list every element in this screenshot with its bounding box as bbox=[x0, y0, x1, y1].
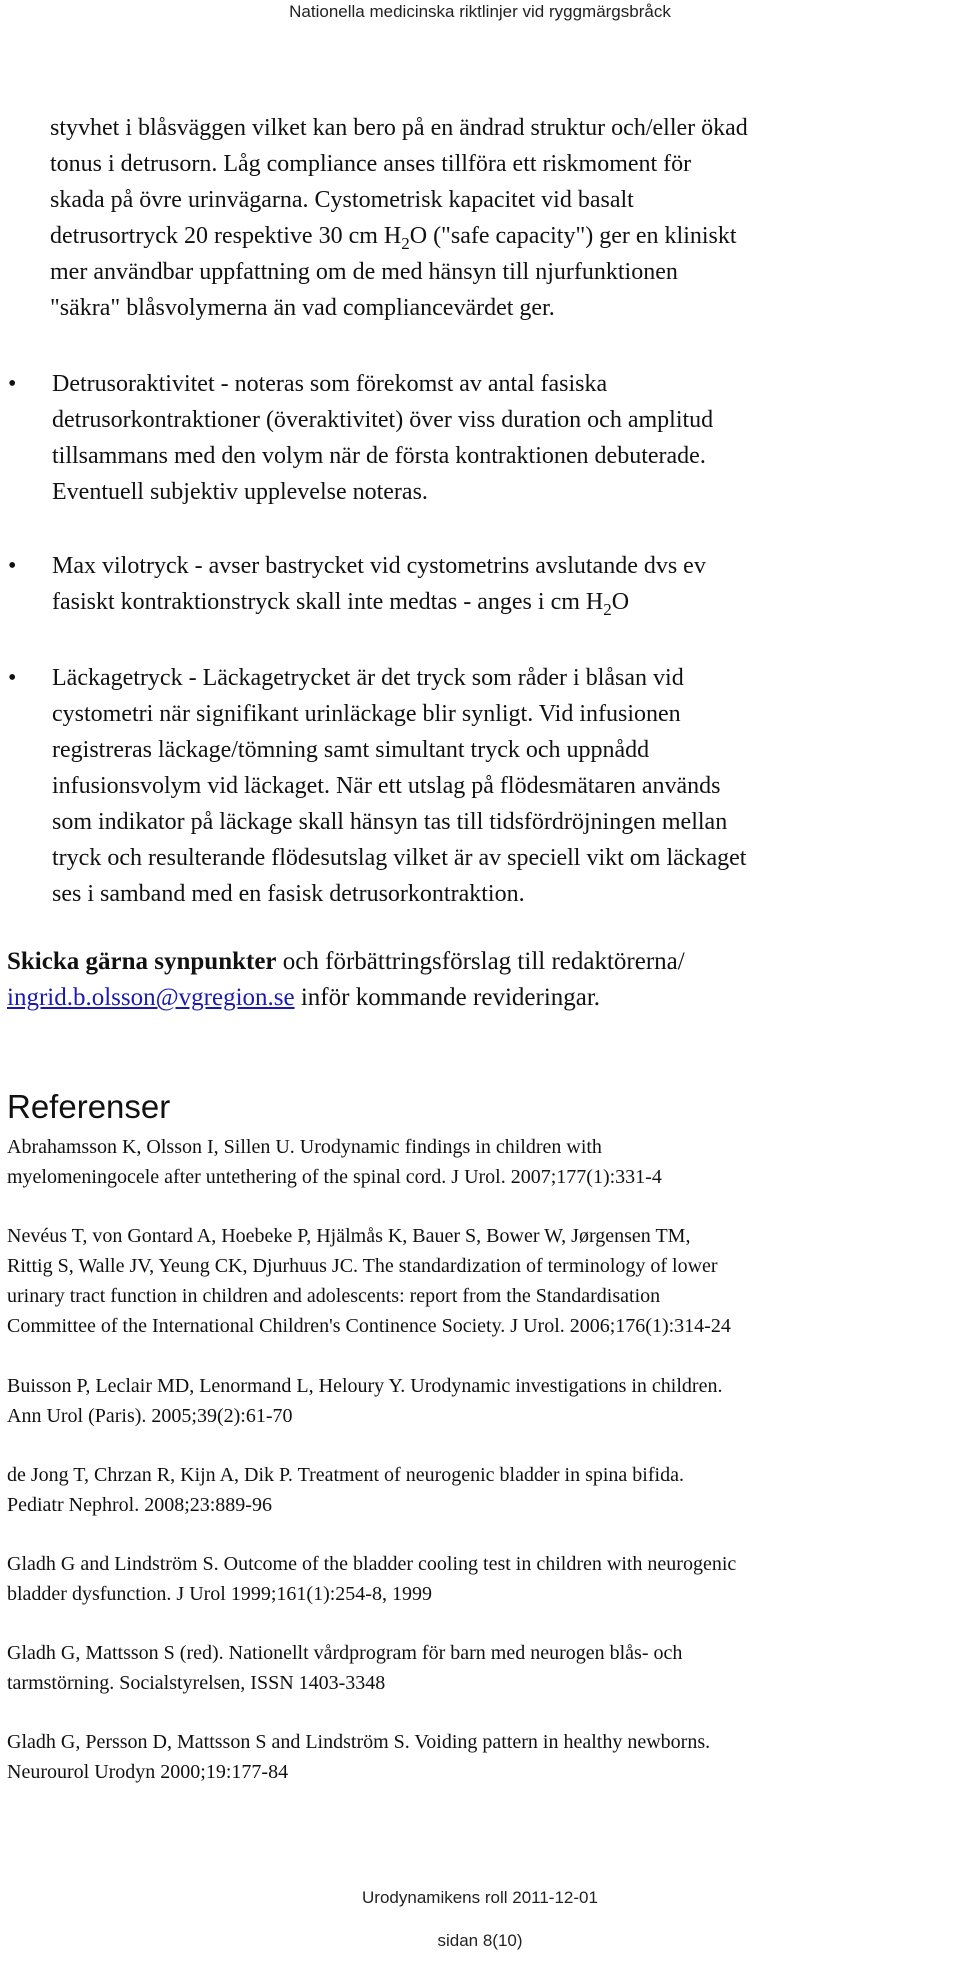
text-line: registreras läckage/tömning samt simultant tryck och uppnådd bbox=[52, 737, 650, 763]
text-line: Pediatr Nephrol. 2008;23:889-96 bbox=[7, 1494, 272, 1516]
reference-item bbox=[7, 1549, 952, 1609]
text-line: Ann Urol (Paris). 2005;39(2):61-70 bbox=[7, 1405, 293, 1427]
bullet-text bbox=[52, 366, 952, 510]
reference-item bbox=[7, 1638, 952, 1698]
text-line: mer användbar uppfattning om de med hänsyn till njurfunktionen bbox=[50, 259, 678, 285]
text-line: de Jong T, Chrzan R, Kijn A, Dik P. Treatment of neurogenic bladder in spina bifida. bbox=[7, 1464, 684, 1486]
text-fragment: fasiskt kontraktionstryck skall inte medtas - anges i cm H bbox=[52, 589, 604, 615]
email-link[interactable]: ingrid.b.olsson@vgregion.se bbox=[7, 984, 295, 1011]
text-line: Committee of the International Children's Continence Society. J Urol. 2006;176(1):314-24 bbox=[7, 1315, 731, 1337]
running-header: Nationella medicinska riktlinjer vid ryggmärgsbråck bbox=[289, 2, 671, 21]
text-line: skada på övre urinvägarna. Cystometrisk kapacitet vid basalt bbox=[50, 187, 634, 213]
intro-paragraph bbox=[50, 110, 950, 326]
text-line: "säkra" blåsvolymerna än vad compliancevärdet ger. bbox=[50, 295, 555, 321]
text-fragment: O ("safe capacity") ger en kliniskt bbox=[409, 223, 737, 249]
footer-document-title: Urodynamikens roll 2011-12-01 bbox=[362, 1888, 598, 1907]
text-line: Buisson P, Leclair MD, Lenormand L, Heloury Y. Urodynamic investigations in children. bbox=[7, 1375, 723, 1397]
text-line: som indikator på läckage skall hänsyn tas till tidsfördröjningen mellan bbox=[52, 809, 728, 835]
text-line: Max vilotryck - avser bastrycket vid cystometrins avslutande dvs ev bbox=[52, 553, 706, 579]
feedback-callout bbox=[7, 944, 952, 1016]
text-fragment: detrusortryck 20 respektive 30 cm H bbox=[50, 223, 402, 249]
text-line: urinary tract function in children and adolescents: report from the Standardisation bbox=[7, 1285, 661, 1307]
text-line bbox=[7, 980, 952, 1016]
text-line: Abrahamsson K, Olsson I, Sillen U. Urodynamic findings in children with bbox=[7, 1136, 602, 1158]
text-line bbox=[7, 944, 952, 980]
text-line: bladder dysfunction. J Urol 1999;161(1):254-8, 1999 bbox=[7, 1583, 432, 1605]
text-line: Rittig S, Walle JV, Yeung CK, Djurhuus JC. The standardization of terminology of lower bbox=[7, 1255, 718, 1277]
bullet-text bbox=[52, 548, 952, 620]
text-line: tillsammans med den volym när de första kontraktionen debuterade. bbox=[52, 443, 706, 469]
text-line: Eventuell subjektiv upplevelse noteras. bbox=[52, 479, 428, 505]
text-line-with-formula bbox=[50, 218, 950, 254]
text-line-with-formula bbox=[52, 584, 952, 620]
text-fragment: och förbättringsförslag till redaktörerna/ bbox=[276, 948, 685, 975]
text-fragment: inför kommande revideringar. bbox=[294, 984, 601, 1011]
footer-page-number: sidan 8(10) bbox=[437, 1931, 523, 1950]
text-line: Gladh G and Lindström S. Outcome of the bladder cooling test in children with neurogenic bbox=[7, 1553, 737, 1575]
reference-item bbox=[7, 1371, 952, 1431]
text-line: Detrusoraktivitet - noteras som förekomst av antal fasiska bbox=[52, 371, 608, 397]
reference-item bbox=[7, 1221, 952, 1341]
text-line: ses i samband med en fasisk detrusorkontraktion. bbox=[52, 881, 525, 907]
bullet-icon: • bbox=[8, 371, 17, 397]
bullet-icon: • bbox=[8, 665, 17, 691]
text-line: tarmstörning. Socialstyrelsen, ISSN 1403-3348 bbox=[7, 1672, 386, 1694]
text-line: styvhet i blåsväggen vilket kan bero på en ändrad struktur och/eller ökad bbox=[50, 115, 748, 141]
reference-item bbox=[7, 1460, 952, 1520]
text-line: tryck och resulterande flödesutslag vilket är av speciell vikt om läckaget bbox=[52, 845, 747, 871]
reference-item bbox=[7, 1132, 952, 1192]
subscript: 2 bbox=[401, 234, 410, 253]
text-line: cystometri när signifikant urinläckage blir synligt. Vid infusionen bbox=[52, 701, 681, 727]
text-line: tonus i detrusorn. Låg compliance anses tillföra ett riskmoment för bbox=[50, 151, 692, 177]
subscript: 2 bbox=[603, 600, 612, 619]
text-line: Nevéus T, von Gontard A, Hoebeke P, Hjälmås K, Bauer S, Bower W, Jørgensen TM, bbox=[7, 1225, 691, 1247]
bullet-icon: • bbox=[8, 553, 17, 579]
text-line: detrusorkontraktioner (överaktivitet) över viss duration och amplitud bbox=[52, 407, 714, 433]
bullet-text bbox=[52, 660, 952, 912]
reference-item bbox=[7, 1727, 952, 1787]
text-fragment: O bbox=[611, 589, 630, 615]
text-line: infusionsvolym vid läckaget. När ett utslag på flödesmätaren används bbox=[52, 773, 721, 799]
callout-bold: Skicka gärna synpunkter bbox=[7, 948, 277, 975]
text-line: Gladh G, Persson D, Mattsson S and Lindström S. Voiding pattern in healthy newborns. bbox=[7, 1731, 711, 1753]
text-line: Neurourol Urodyn 2000;19:177-84 bbox=[7, 1761, 289, 1783]
text-line: Läckagetryck - Läckagetrycket är det tryck som råder i blåsan vid bbox=[52, 665, 684, 691]
text-line: Gladh G, Mattsson S (red). Nationellt vårdprogram för barn med neurogen blås- och bbox=[7, 1642, 683, 1664]
references-heading: Referenser bbox=[7, 1088, 171, 1125]
text-line: myelomeningocele after untethering of the spinal cord. J Urol. 2007;177(1):331-4 bbox=[7, 1166, 662, 1188]
